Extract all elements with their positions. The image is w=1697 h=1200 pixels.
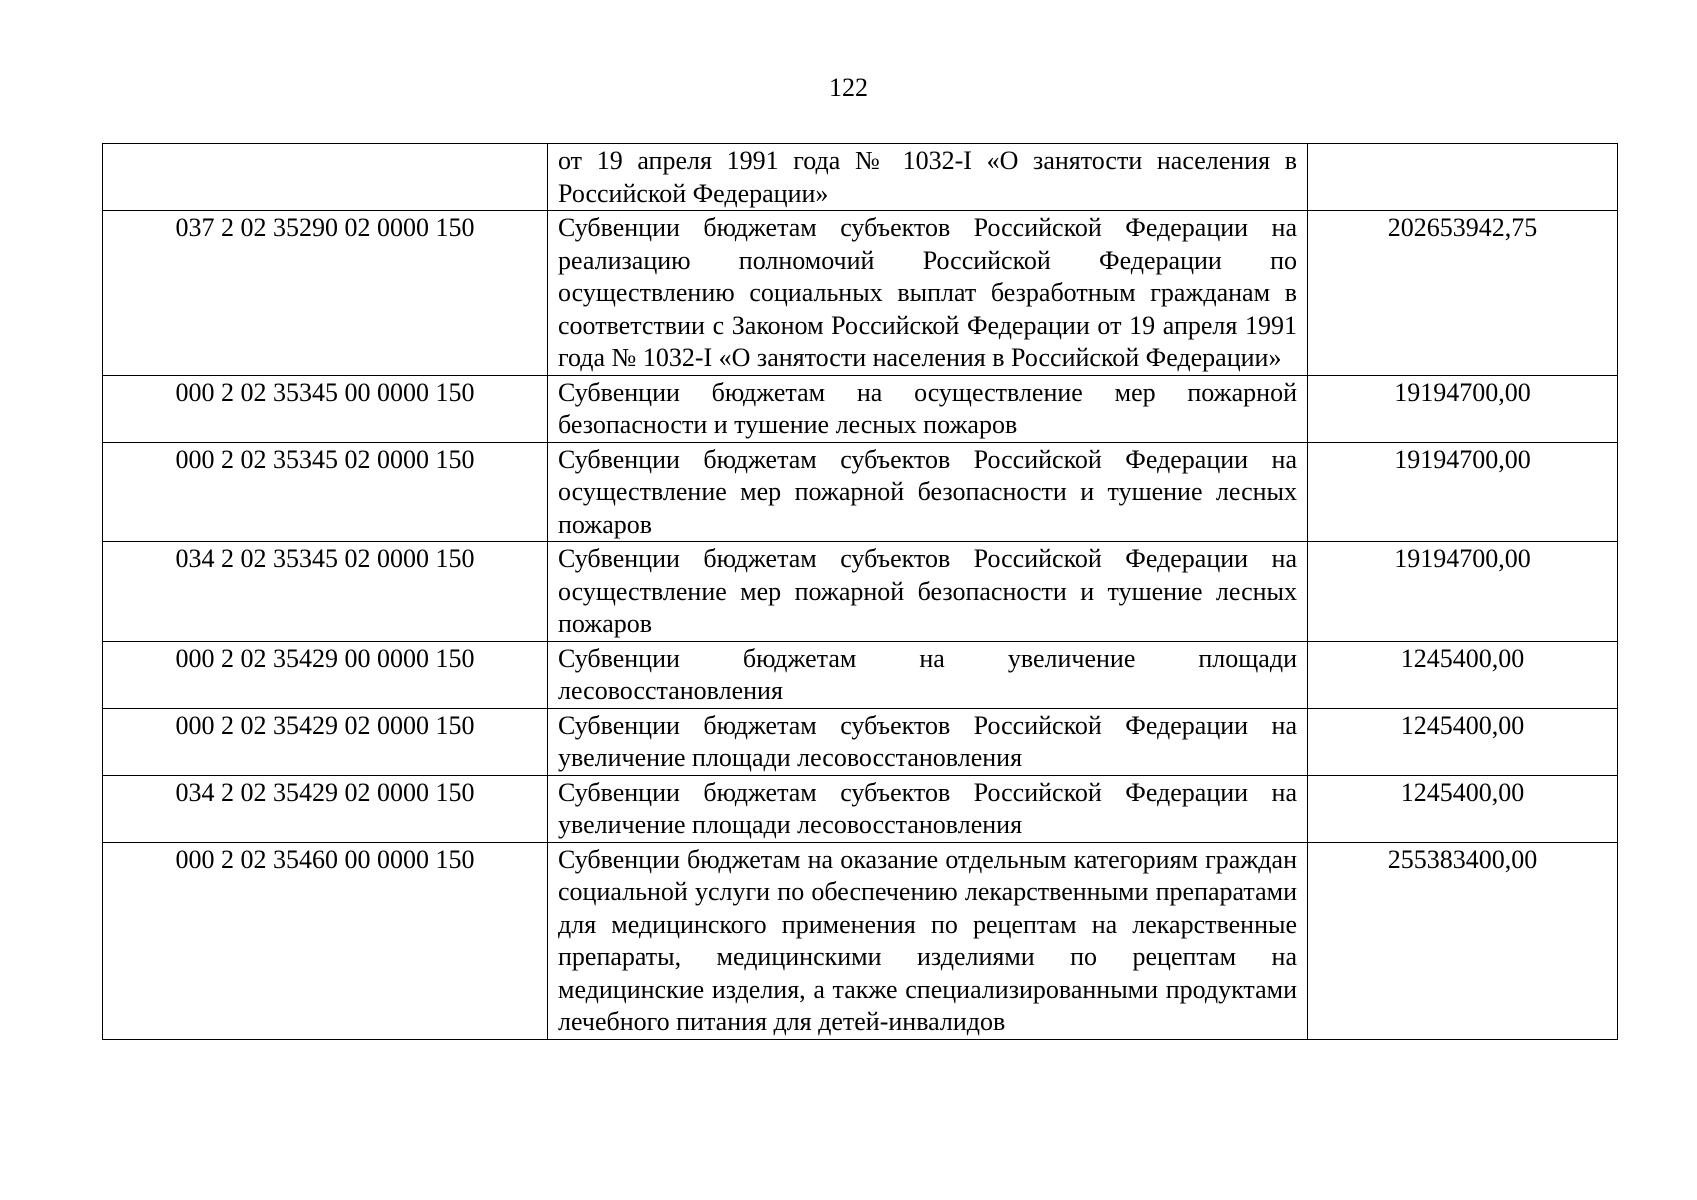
- revenue-name-cell: Субвенции бюджетам субъектов Российской Федерации на увеличение площади лесовосстановления: [548, 708, 1308, 775]
- revenue-name-cell: Субвенции бюджетам субъектов Российской Федерации на увеличение площади лесовосстановления: [548, 775, 1308, 842]
- budget-code-cell: [103, 144, 548, 211]
- budget-code-cell: 000 2 02 35460 00 0000 150: [103, 842, 548, 1039]
- table-row: [103, 375, 1618, 442]
- revenue-name-cell: Субвенции бюджетам субъектов Российской Федерации на осуществление мер пожарной безопасности и тушение лесных пожаров: [548, 542, 1308, 642]
- budget-code-cell: 034 2 02 35345 02 0000 150: [103, 542, 548, 642]
- table-row: [103, 211, 1618, 376]
- amount-cell: [1308, 144, 1618, 211]
- page-number: 122: [829, 73, 868, 102]
- table-row: [103, 542, 1618, 642]
- amount-cell: 202653942,75: [1308, 211, 1618, 376]
- table-row: [103, 842, 1618, 1039]
- amount-cell: 255383400,00: [1308, 842, 1618, 1039]
- revenue-name-cell: Субвенции бюджетам субъектов Российской Федерации на реализацию полномочий Российской Федерации по осуществлению социальных выплат безработным гражданам в соответствии с Законом Российской Федерации от 19 апреля 1991 года № 1032-I «О занятости населения в Российской Федерации»: [548, 211, 1308, 376]
- budget-code-cell: 000 2 02 35429 02 0000 150: [103, 708, 548, 775]
- budget-code-cell: 000 2 02 35345 00 0000 150: [103, 375, 548, 442]
- budget-code-cell: 037 2 02 35290 02 0000 150: [103, 211, 548, 376]
- revenue-name-cell: от 19 апреля 1991 года № 1032-I «О занятости населения в Российской Федерации»: [548, 144, 1308, 211]
- budget-code-cell: 034 2 02 35429 02 0000 150: [103, 775, 548, 842]
- amount-cell: 19194700,00: [1308, 442, 1618, 542]
- amount-cell: 1245400,00: [1308, 708, 1618, 775]
- table-row: [103, 708, 1618, 775]
- revenue-name-cell: Субвенции бюджетам на оказание отдельным категориям граждан социальной услуги по обеспечению лекарственными препаратами для медицинского применения по рецептам на лекарственные препараты, медицинскими изделиями по рецептам на медицинские изделия, а также специализированными продуктами лечебного питания для детей-инвалидов: [548, 842, 1308, 1039]
- table-row: [103, 641, 1618, 708]
- budget-code-cell: 000 2 02 35345 02 0000 150: [103, 442, 548, 542]
- amount-cell: 1245400,00: [1308, 641, 1618, 708]
- revenue-name-cell: Субвенции бюджетам субъектов Российской Федерации на осуществление мер пожарной безопасности и тушение лесных пожаров: [548, 442, 1308, 542]
- amount-cell: 19194700,00: [1308, 375, 1618, 442]
- budget-code-cell: 000 2 02 35429 00 0000 150: [103, 641, 548, 708]
- budget-revenue-table: [102, 143, 1618, 1040]
- table-row: [103, 775, 1618, 842]
- table-row: [103, 442, 1618, 542]
- table-row: [103, 144, 1618, 211]
- revenue-name-cell: Субвенции бюджетам на осуществление мер пожарной безопасности и тушение лесных пожаров: [548, 375, 1308, 442]
- amount-cell: 1245400,00: [1308, 775, 1618, 842]
- revenue-name-cell: Субвенции бюджетам на увеличение площади лесовосстановления: [548, 641, 1308, 708]
- amount-cell: 19194700,00: [1308, 542, 1618, 642]
